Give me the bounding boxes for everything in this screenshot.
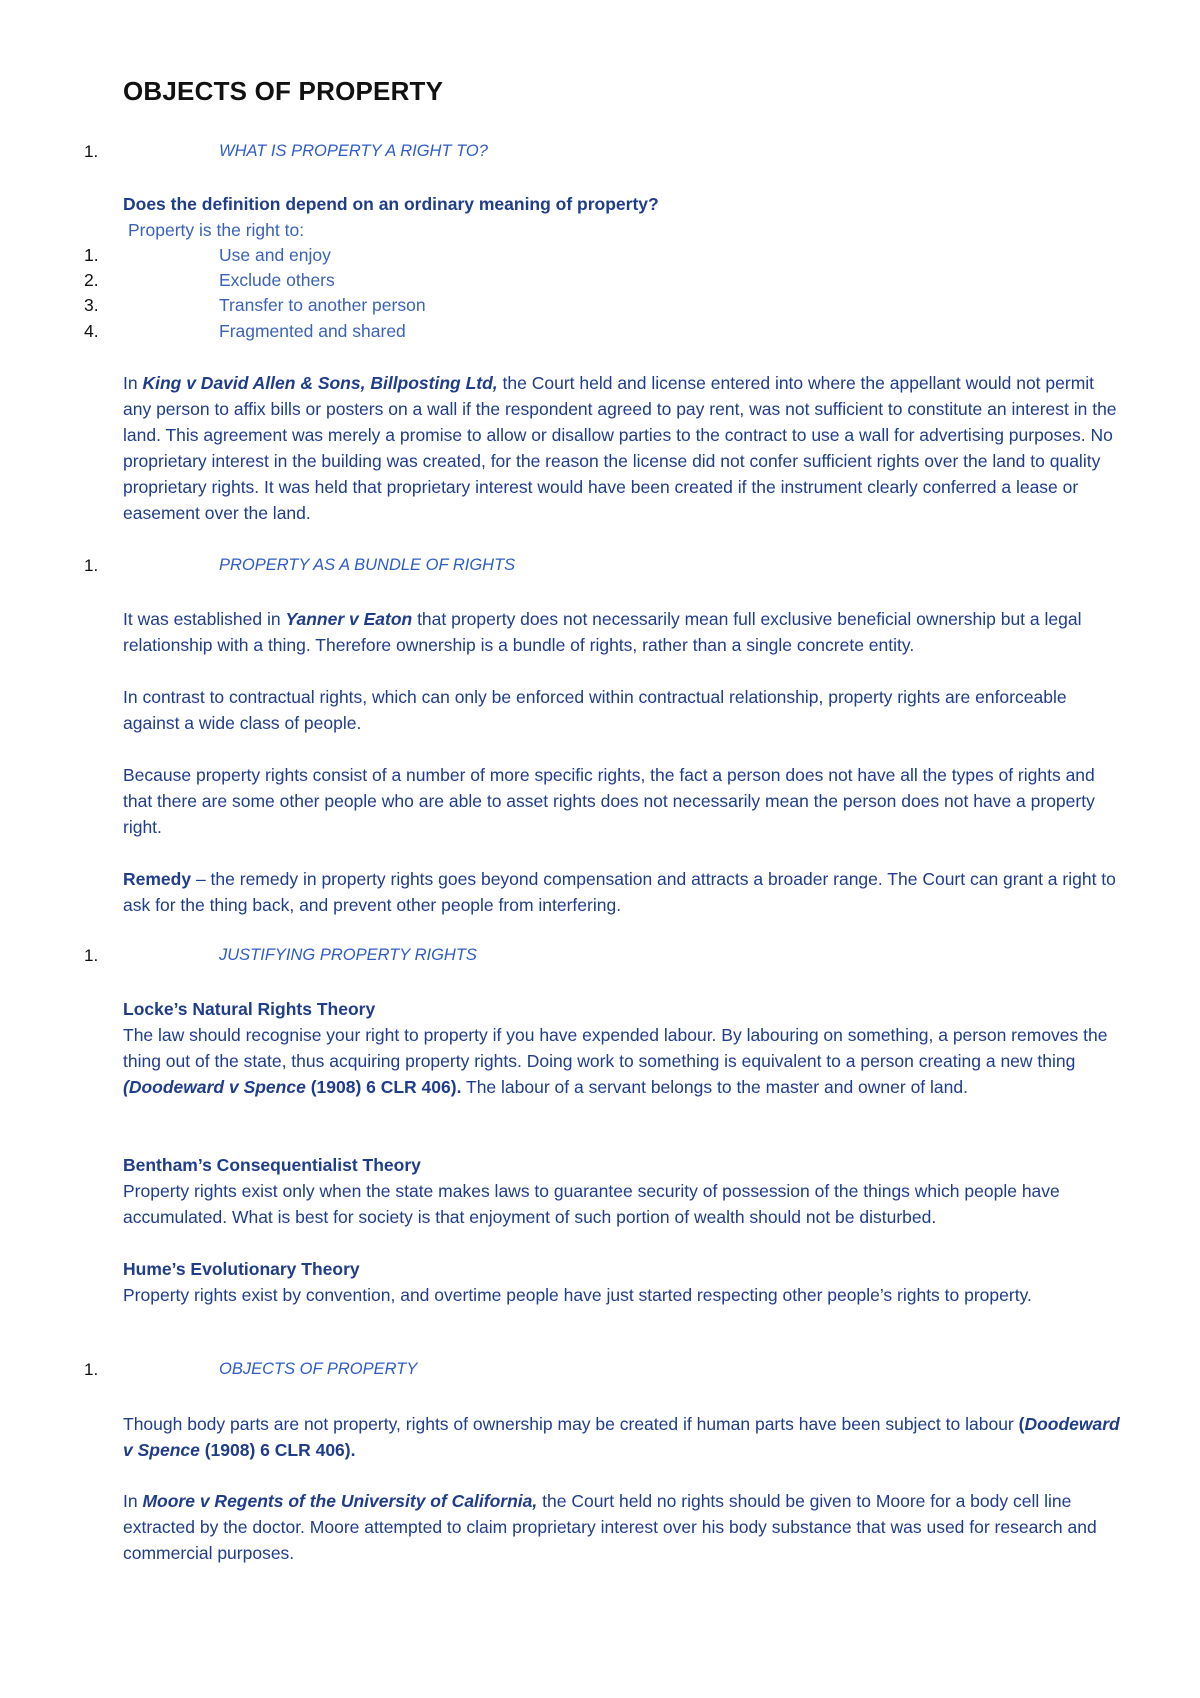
remedy-label: Remedy — [123, 869, 192, 889]
case-citation: Moore v Regents of the University of California, — [142, 1491, 538, 1511]
paragraph — [123, 762, 1123, 840]
document-title: OBJECTS OF PROPERTY — [123, 76, 444, 106]
question-text: Does the definition depend on an ordinary meaning of property? — [123, 194, 659, 214]
paragraph-text: Property rights exist by convention, and overtime people have just started respecting other people’s rights to property. — [123, 1285, 1032, 1305]
theory-heading: Bentham’s Consequentialist Theory — [123, 1155, 421, 1175]
paragraph-text: Property rights exist only when the state makes laws to guarantee security of possession of the things which people have accumulated. What is best for society is that enjoyment of such portion of wealth should not be disturbed. — [123, 1181, 1060, 1227]
citation-open: ( — [1018, 1414, 1025, 1434]
section-heading-text: OBJECTS OF PROPERTY — [219, 1360, 418, 1378]
case-citation: Doodeward v Spence — [128, 1077, 306, 1097]
paragraph — [123, 684, 1123, 736]
list-item — [0, 318, 1200, 344]
citation-rest: (1908) 6 CLR 406). — [199, 1440, 356, 1460]
citation-rest: (1908) 6 CLR 406). — [305, 1077, 462, 1097]
text-run: the Court held no rights should be given to Moore for a body cell line extracted by the doctor. Moore attempted to claim proprietary interest over his body substance that was used for research and commercial purposes. — [123, 1491, 1097, 1563]
section-heading — [0, 556, 1200, 580]
list-text: Use and enjoy — [219, 245, 331, 265]
section-heading-text: JUSTIFYING PROPERTY RIGHTS — [219, 946, 477, 964]
text-run: In — [123, 1491, 143, 1511]
paragraph — [123, 1411, 1123, 1463]
section-heading-text: PROPERTY AS A BUNDLE OF RIGHTS — [219, 556, 516, 574]
paragraph-text: In contrast to contractual rights, which can only be enforced within contractual relationship, property rights are enforceable against a wide class of people. — [123, 687, 1067, 733]
list-item — [0, 292, 1200, 318]
theory-heading: Locke’s Natural Rights Theory — [123, 999, 376, 1019]
text-run: The labour of a servant belongs to the master and owner of land. — [461, 1077, 968, 1097]
text-run: The law should recognise your right to property if you have expended labour. By labouring on something, a person removes the thing out of the state, thus acquiring property rights. Doing work to something is equivalent to a person creating a new thing — [123, 1025, 1108, 1071]
section-number: 1. — [84, 142, 99, 161]
section-heading — [0, 142, 1200, 166]
list-text: Fragmented and shared — [219, 321, 406, 341]
list-number: 4. — [84, 321, 99, 341]
citation-open: ( — [123, 1077, 129, 1097]
paragraph-text: Because property rights consist of a number of more specific rights, the fact a person does not have all the types of rights and that there are some other people who are able to asset rights does not necessarily mean the person does not have a property right. — [123, 765, 1095, 837]
section-heading — [0, 946, 1200, 970]
section-heading — [0, 1360, 1200, 1384]
list-number: 2. — [84, 270, 99, 290]
list-text: Exclude others — [219, 270, 335, 290]
case-citation: King v David Allen & Sons, Billposting Ltd, — [142, 373, 498, 393]
text-run: Though body parts are not property, rights of ownership may be created if human parts have been subject to labour — [123, 1414, 1019, 1434]
text-run: It was established in — [123, 609, 286, 629]
text-run: – the remedy in property rights goes beyond compensation and attracts a broader range. The Court can grant a right to ask for the thing back, and prevent other people from interfering. — [123, 869, 1116, 915]
paragraph — [123, 370, 1123, 526]
text-run: that property does not necessarily mean full exclusive beneficial ownership but a legal relationship with a thing. Therefore ownership is a bundle of rights, rather than a single concrete entity. — [123, 609, 1082, 655]
case-citation: Yanner v Eaton — [285, 609, 413, 629]
text-run: the Court held and license entered into where the appellant would not permit any person to affix bills or posters on a wall if the respondent agreed to pay rent, was not sufficient to constitute an interest in the land. This agreement was merely a promise to allow or disallow parties to the contract to use a wall for advertising purposes. No proprietary interest in the building was created, for the reason the license did not confer sufficient rights over the land to quality proprietary rights. It was held that proprietary interest would have been created if the instrument clearly conferred a lease or easement over the land. — [123, 373, 1117, 523]
list-item — [0, 242, 1200, 268]
section-heading-text: WHAT IS PROPERTY A RIGHT TO? — [219, 142, 488, 160]
list-number: 3. — [84, 295, 99, 315]
paragraph — [123, 1488, 1123, 1566]
theory-heading: Hume’s Evolutionary Theory — [123, 1259, 360, 1279]
list-text: Transfer to another person — [219, 295, 426, 315]
section-number: 1. — [84, 946, 99, 965]
list-item — [0, 267, 1200, 293]
question-line — [123, 191, 1123, 217]
theory-block — [123, 996, 1123, 1100]
case-citation: Doodeward v Spence — [123, 1414, 1120, 1460]
theory-block — [123, 1152, 1123, 1230]
section-number: 1. — [84, 1360, 99, 1379]
theory-block — [123, 1256, 1123, 1308]
text-run: In — [123, 373, 143, 393]
paragraph — [123, 866, 1123, 918]
paragraph — [123, 606, 1123, 658]
list-intro: Property is the right to: — [128, 220, 305, 240]
section-number: 1. — [84, 556, 99, 575]
list-number: 1. — [84, 245, 99, 265]
